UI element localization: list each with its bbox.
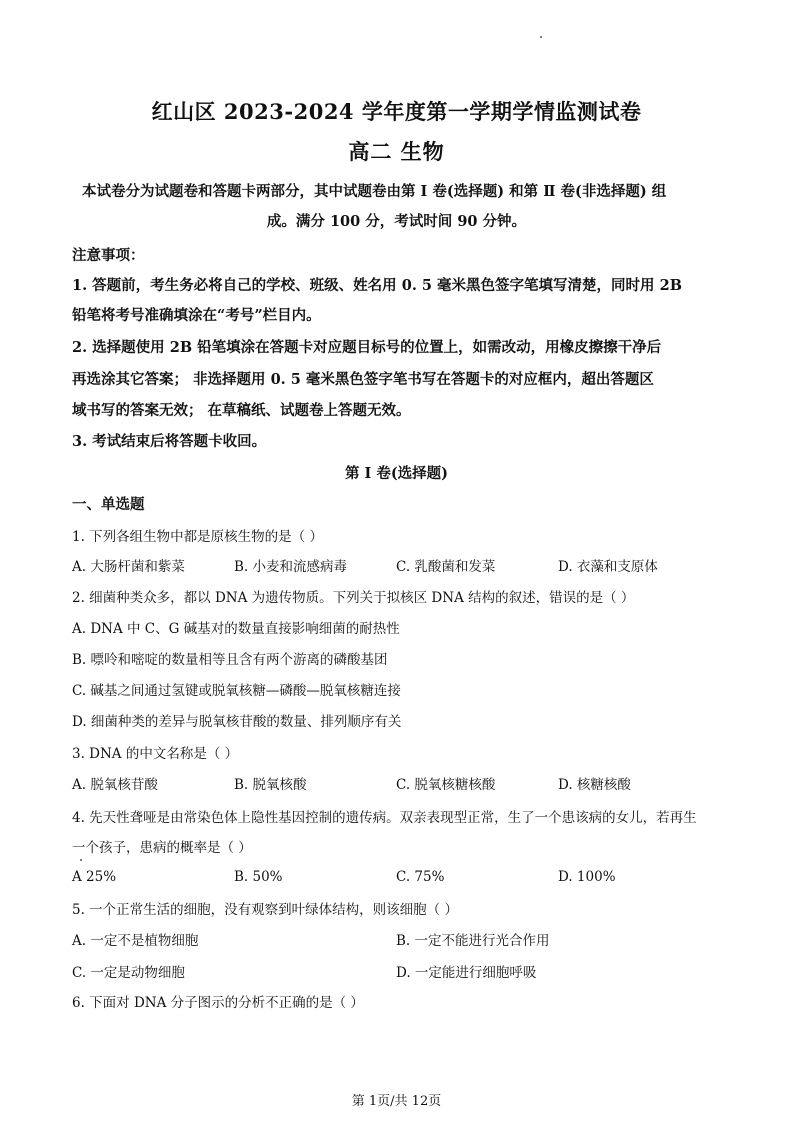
- exam-title: 红山区 2023-2024 学年度第一学期学情监测试卷: [151, 99, 642, 124]
- question-4-option-c: C. 75%: [396, 869, 445, 885]
- question-1-option-b: B. 小麦和流感病毒: [234, 559, 348, 575]
- question-2-option-a: A. DNA 中 C、G 碱基对的数量直接影响细菌的耐热性: [72, 621, 400, 637]
- question-3-option-c: C. 脱氧核糖核酸: [396, 777, 496, 793]
- note-2-line-2: 再选涂其它答案； 非选择题用 0. 5 毫米黑色签字笔书写在答题卡的对应框内，超出答题区: [72, 371, 654, 388]
- question-5-option-d: D. 一定能进行细胞呼吸: [396, 965, 537, 981]
- part-heading: 一、单选题: [72, 496, 145, 513]
- question-2-option-b: B. 嘌呤和嘧啶的数量相等且含有两个游离的磷酸基团: [72, 652, 388, 668]
- note-3: 3. 考试结束后将答题卡收回。: [72, 433, 267, 450]
- question-1-option-a: A. 大肠杆菌和紫菜: [72, 559, 185, 575]
- question-2-stem: 2. 细菌种类众多，都以 DNA 为遗传物质。下列关于拟核区 DNA 结构的叙述，错误的是（ ）: [72, 590, 635, 606]
- page-number: 第 1页/共 12页: [351, 1094, 442, 1109]
- question-1-option-c: C. 乳酸菌和发菜: [396, 559, 496, 575]
- question-3-option-a: A. 脱氧核苷酸: [72, 777, 158, 793]
- question-3-option-b: B. 脱氧核酸: [234, 777, 307, 793]
- question-5-stem: 5. 一个正常生活的细胞，没有观察到叶绿体结构，则该细胞（ ）: [72, 902, 458, 918]
- question-4-option-a: A 25%: [72, 869, 117, 885]
- note-2-line-1: 2. 选择题使用 2B 铅笔填涂在答题卡对应题目标号的位置上，如需改动，用橡皮擦擦干净后: [72, 339, 662, 356]
- question-2-option-d: D. 细菌种类的差异与脱氧核苷酸的数量、排列顺序有关: [72, 714, 402, 730]
- question-1-option-d: D. 衣藻和支原体: [558, 559, 658, 575]
- note-2-line-3: 域书写的答案无效； 在草稿纸、试题卷上答题无效。: [72, 402, 411, 419]
- question-5-option-a: A. 一定不是植物细胞: [72, 933, 199, 949]
- question-5-option-c: C. 一定是动物细胞: [72, 965, 185, 981]
- question-4-option-b: B. 50%: [234, 869, 283, 885]
- question-4-stem-line-2: 一个孩子，患病的概率是（ ）: [72, 840, 252, 856]
- notes-heading: 注意事项：: [72, 247, 145, 264]
- question-4-option-d: D. 100%: [558, 869, 616, 885]
- exam-subtitle: 高二 生物: [348, 139, 445, 164]
- question-5-option-b: B. 一定不能进行光合作用: [396, 933, 550, 949]
- scan-dot: [80, 859, 82, 861]
- intro-line-1: 本试卷分为试题卷和答题卡两部分，其中试题卷由第 I 卷(选择题) 和第 Ⅱ 卷(非选择题) 组: [82, 183, 667, 200]
- intro-line-2: 成。满分 100 分，考试时间 90 分钟。: [266, 213, 527, 230]
- scan-dot: [540, 36, 542, 38]
- question-1-stem: 1. 下列各组生物中都是原核生物的是（ ）: [72, 529, 323, 545]
- question-3-stem: 3. DNA 的中文名称是（ ）: [72, 746, 239, 762]
- question-2-option-c: C. 碱基之间通过氢键或脱氧核糖—磷酸—脱氧核糖连接: [72, 683, 401, 699]
- note-1-line-2: 铅笔将考号准确填涂在“考号”栏目内。: [72, 307, 321, 324]
- question-6-stem: 6. 下面对 DNA 分子图示的分析不正确的是（ ）: [72, 995, 364, 1011]
- section-title: 第 Ⅰ 卷(选择题): [344, 465, 449, 482]
- question-4-stem-line-1: 4. 先天性聋哑是由常染色体上隐性基因控制的遗传病。双亲表现型正常，生了一个患该病的女儿，若再生: [72, 810, 697, 826]
- note-1-line-1: 1. 答题前，考生务必将自己的学校、班级、姓名用 0. 5 毫米黑色签字笔填写清楚，同时用 2B: [72, 277, 682, 294]
- question-3-option-d: D. 核糖核酸: [558, 777, 631, 793]
